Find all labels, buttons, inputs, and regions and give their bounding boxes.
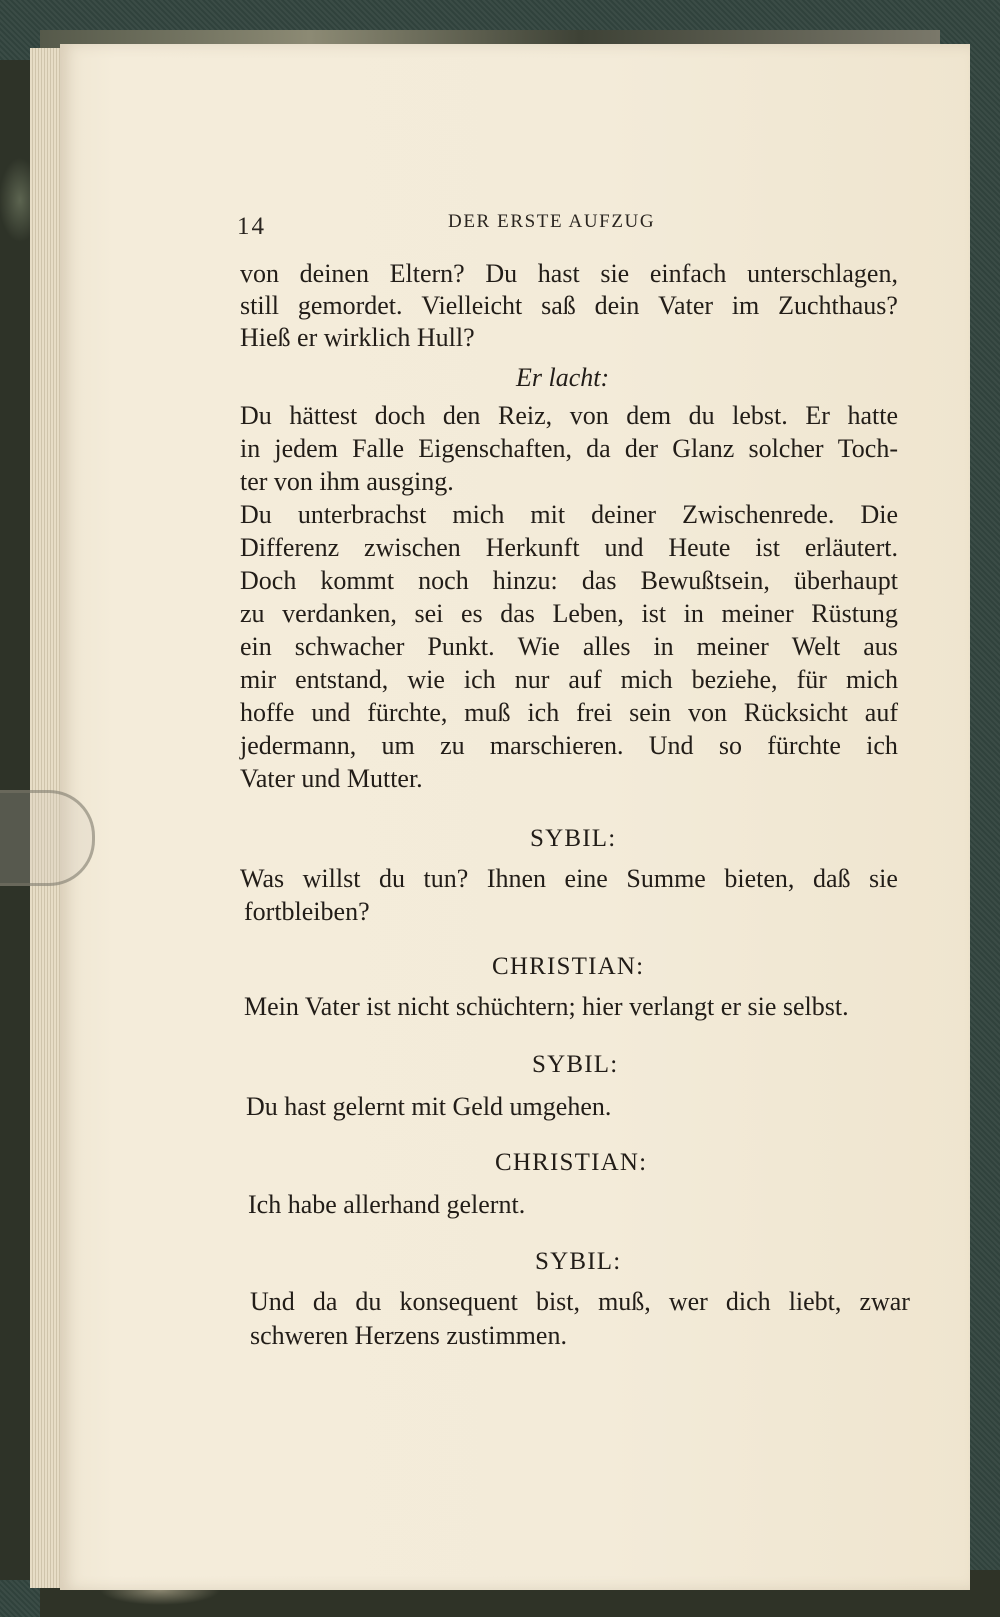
text-line: schweren Herzens zustimmen. (250, 1321, 567, 1350)
page-clip (0, 790, 95, 886)
text-line: Vater und Mutter. (240, 764, 423, 793)
text-line: Du unterbrachst mich mit deiner Zwischenrede. Die (240, 500, 898, 529)
speaker-name: CHRISTIAN: (492, 953, 645, 980)
text-line: Differenz zwischen Herkunft und Heute ist erläutert. (240, 533, 898, 562)
running-head: DER ERSTE AUFZUG (448, 211, 656, 232)
text-line: Doch kommt noch hinzu: das Bewußtsein, überhaupt (240, 566, 898, 595)
text-line: Du hast gelernt mit Geld umgehen. (246, 1092, 612, 1121)
text-line: fortbleiben? (244, 897, 370, 926)
text-line: Mein Vater ist nicht schüchtern; hier verlangt er sie selbst. (244, 992, 849, 1021)
text-line: ter von ihm ausging. (240, 467, 454, 496)
text-line: Du hättest doch den Reiz, von dem du lebst. Er hatte (240, 401, 898, 430)
stage-direction: Er lacht: (516, 363, 610, 392)
speaker-name: CHRISTIAN: (495, 1149, 648, 1176)
text-line: zu verdanken, sei es das Leben, ist in meiner Rüstung (240, 599, 898, 628)
text-line: Hieß er wirklich Hull? (240, 323, 475, 352)
speaker-name: SYBIL: (535, 1248, 622, 1275)
text-line: Ich habe allerhand gelernt. (248, 1190, 526, 1219)
page-number: 14 (237, 213, 266, 240)
text-line: Und da du konsequent bist, muß, wer dich liebt, zwar (250, 1287, 910, 1316)
text-line: hoffe und fürchte, muß ich frei sein von Rücksicht auf (240, 698, 898, 727)
text-line: Was willst du tun? Ihnen eine Summe bieten, daß sie (240, 864, 898, 893)
text-line: in jedem Falle Eigenschaften, da der Glanz solcher Toch- (240, 434, 898, 463)
text-line: mir entstand, wie ich nur auf mich beziehe, für mich (240, 665, 898, 694)
page-header (0, 205, 1000, 245)
text-line: von deinen Eltern? Du hast sie einfach unterschlagen, (240, 259, 898, 288)
speaker-name: SYBIL: (530, 825, 617, 852)
text-line: still gemordet. Vielleicht saß dein Vater im Zuchthaus? (240, 291, 898, 320)
speaker-name: SYBIL: (532, 1051, 619, 1078)
text-line: jedermann, um zu marschieren. Und so fürchte ich (240, 731, 898, 760)
text-line: ein schwacher Punkt. Wie alles in meiner Welt aus (240, 632, 898, 661)
